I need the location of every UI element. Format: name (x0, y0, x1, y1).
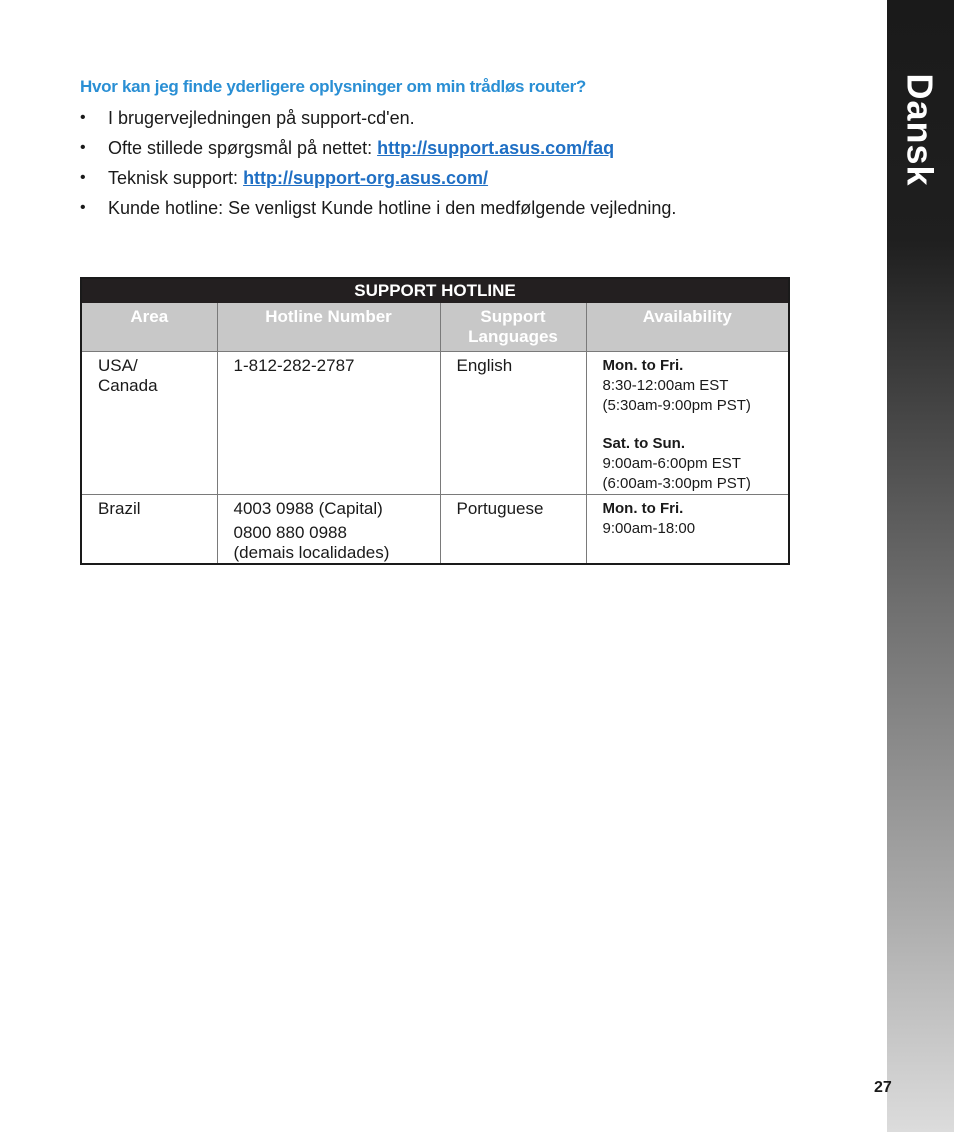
area-cell (81, 352, 217, 495)
availability-hours: 8:30-12:00am EST (602, 377, 729, 394)
availability-cell (586, 352, 789, 495)
availability-days: Mon. to Fri. (602, 500, 684, 517)
column-header-availability: Availability (586, 303, 789, 352)
column-header-hotline-number: Hotline Number (217, 303, 440, 352)
list-item (80, 137, 676, 167)
list-item (80, 197, 676, 227)
hotline-number: 0800 880 0988 (demais localidades) (233, 523, 390, 562)
availability-hours: (5:30am-9:00pm PST) (602, 397, 751, 414)
list-item-text: I brugervejledningen på support-cd'en. (108, 108, 415, 128)
availability-days: Mon. to Fri. (602, 357, 684, 374)
list-item-text: Kunde hotline: Se venligst Kunde hotline i den medfølgende vejledning. (108, 198, 677, 218)
language-cell (440, 495, 586, 565)
table-title: SUPPORT HOTLINE (81, 278, 789, 303)
faq-link[interactable]: http://support.asus.com/faq (377, 138, 615, 158)
bullet-glyph: • (80, 169, 86, 186)
table-row (81, 352, 789, 495)
bullet-glyph: • (80, 139, 86, 156)
hotline-number-cell (217, 352, 440, 495)
language-text: English (456, 356, 513, 375)
availability-hours: 9:00am-6:00pm EST (602, 455, 741, 472)
hotline-number: 1-812-282-2787 (233, 356, 355, 375)
availability-hours: (6:00am-3:00pm PST) (602, 475, 751, 492)
tech-support-link[interactable]: http://support-org.asus.com/ (243, 168, 489, 188)
list-item-text: Teknisk support: (108, 168, 244, 188)
availability-cell (586, 495, 789, 565)
table-row (81, 495, 789, 565)
list-item (80, 167, 676, 197)
list-item-text: Ofte stillede spørgsmål på nettet: (108, 138, 378, 158)
language-cell (440, 352, 586, 495)
list-item (80, 107, 676, 137)
section-heading: Hvor kan jeg finde yderligere oplysninger om min trådløs router? (80, 77, 587, 96)
side-tab-label (885, 73, 954, 187)
area-text: Brazil (98, 499, 141, 518)
column-header-area: Area (81, 303, 217, 352)
availability-hours: 9:00am-18:00 (602, 520, 696, 537)
language-text: Portuguese (456, 499, 544, 518)
info-list (80, 107, 676, 227)
bullet-glyph: • (80, 109, 86, 126)
bullet-glyph: • (80, 199, 86, 216)
hotline-number-cell (217, 495, 440, 565)
hotline-number: 4003 0988 (Capital) (233, 499, 383, 518)
column-header-support-languages: Support Languages (440, 303, 586, 352)
side-tab-text: Dansk (900, 73, 941, 187)
page-number: 27 (874, 1079, 892, 1096)
area-cell (81, 495, 217, 565)
area-text: USA/ Canada (98, 356, 158, 395)
availability-days: Sat. to Sun. (602, 435, 685, 452)
support-hotline-table (80, 277, 790, 565)
